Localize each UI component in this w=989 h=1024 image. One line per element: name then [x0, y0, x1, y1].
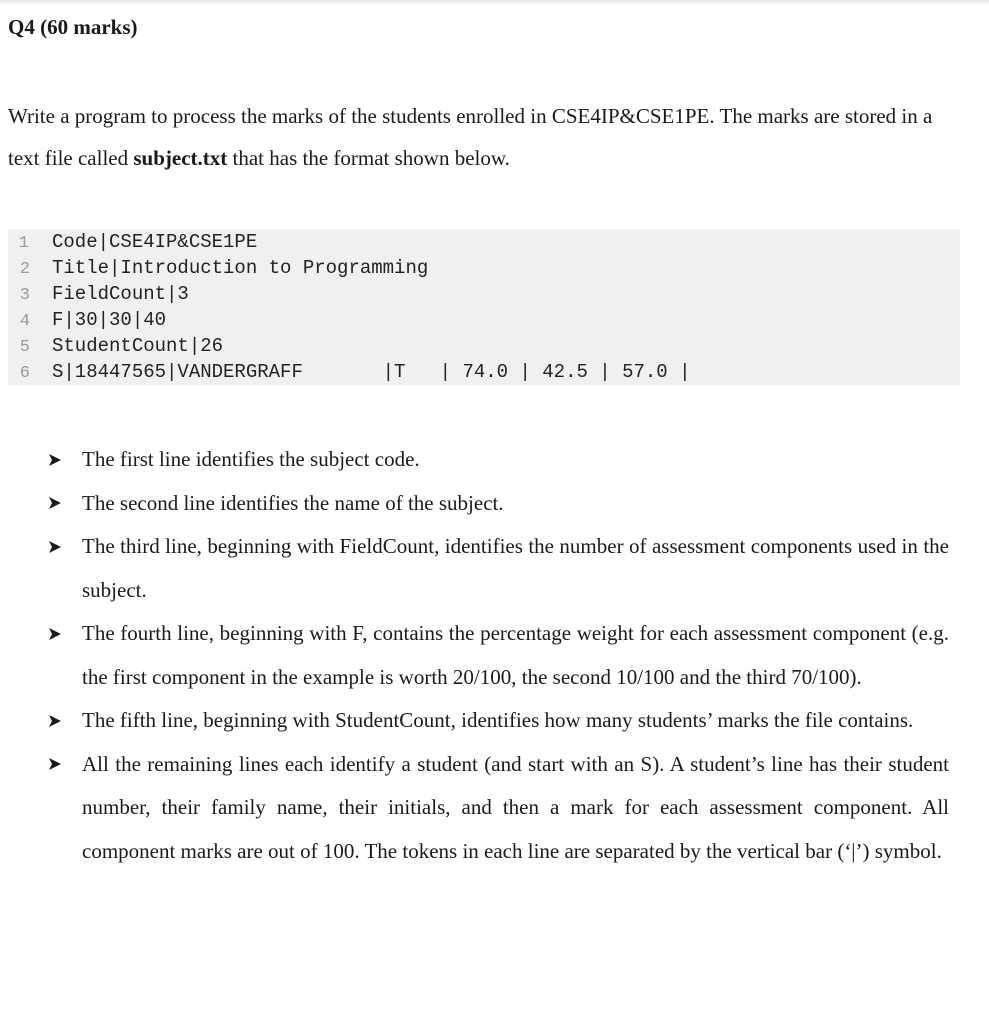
list-item-text: All the remaining lines each identify a student (and start with an S). A student’s line has their student number, their family name, their initials, and then a mark for each assessment component. All component marks are out of 100. The tokens in each line are separated by the vertical bar (‘|’) symbol.: [82, 751, 949, 863]
intro-text-end: that has the format shown below.: [227, 146, 510, 170]
line-number: 4: [19, 312, 30, 331]
list-item-text: The fifth line, beginning with StudentCount, identifies how many students’ marks the file contains.: [82, 708, 914, 732]
code-line: [8, 307, 166, 333]
line-number: 6: [19, 364, 30, 383]
arrowhead-bullet-icon: [42, 525, 68, 569]
code-line: [8, 333, 223, 359]
code-text: Title|Introduction to Programming: [52, 257, 429, 279]
line-number: 1: [18, 234, 29, 253]
intro-paragraph: [8, 95, 958, 179]
format-description-list: [0, 438, 989, 873]
code-text: S|18447565|VANDERGRAFF |T | 74.0 | 42.5 | 57.0 |: [52, 361, 691, 383]
list-item: [0, 482, 989, 526]
list-item: [0, 438, 989, 482]
list-item: [0, 699, 989, 743]
code-line: [8, 281, 189, 307]
arrowhead-bullet-icon: [42, 612, 68, 656]
page-top-edge: [0, 0, 989, 6]
list-item-text: The second line identifies the name of the subject.: [82, 490, 504, 515]
line-number: 3: [19, 286, 30, 305]
list-item: [0, 612, 989, 699]
question-heading: Q4 (60 marks): [8, 15, 138, 39]
arrowhead-bullet-icon: [42, 482, 68, 526]
list-item-text: The first line identifies the subject code.: [82, 447, 420, 471]
line-number: 2: [19, 260, 30, 279]
arrowhead-bullet-icon: [42, 699, 68, 743]
code-text: Code|CSE4IP&CSE1PE: [52, 231, 258, 253]
list-item: [0, 743, 989, 874]
arrowhead-bullet-icon: [42, 743, 68, 787]
intro-text-start: Write a program to process the marks of the students enrolled in CSE4IP&CSE1PE. The marks are stored in a text file called: [8, 104, 933, 170]
intro-filename: subject.txt: [133, 146, 228, 170]
code-text: FieldCount|3: [52, 283, 189, 305]
code-text: StudentCount|26: [52, 335, 224, 357]
code-line: [8, 229, 257, 255]
list-item-text: The fourth line, beginning with F, contains the percentage weight for each assessment component (e.g. the first component in the example is worth 20/100, the second 10/100 and the third 70/100).: [82, 621, 949, 689]
code-sample-block: [8, 229, 960, 385]
code-text: F|30|30|40: [52, 309, 167, 331]
list-item: [0, 525, 989, 612]
arrowhead-bullet-icon: [42, 438, 68, 482]
line-number: 5: [19, 338, 30, 357]
code-line: [8, 359, 691, 385]
code-line: [8, 255, 428, 281]
list-item-text: The third line, beginning with FieldCount, identifies the number of assessment components used in the subject.: [82, 534, 949, 602]
